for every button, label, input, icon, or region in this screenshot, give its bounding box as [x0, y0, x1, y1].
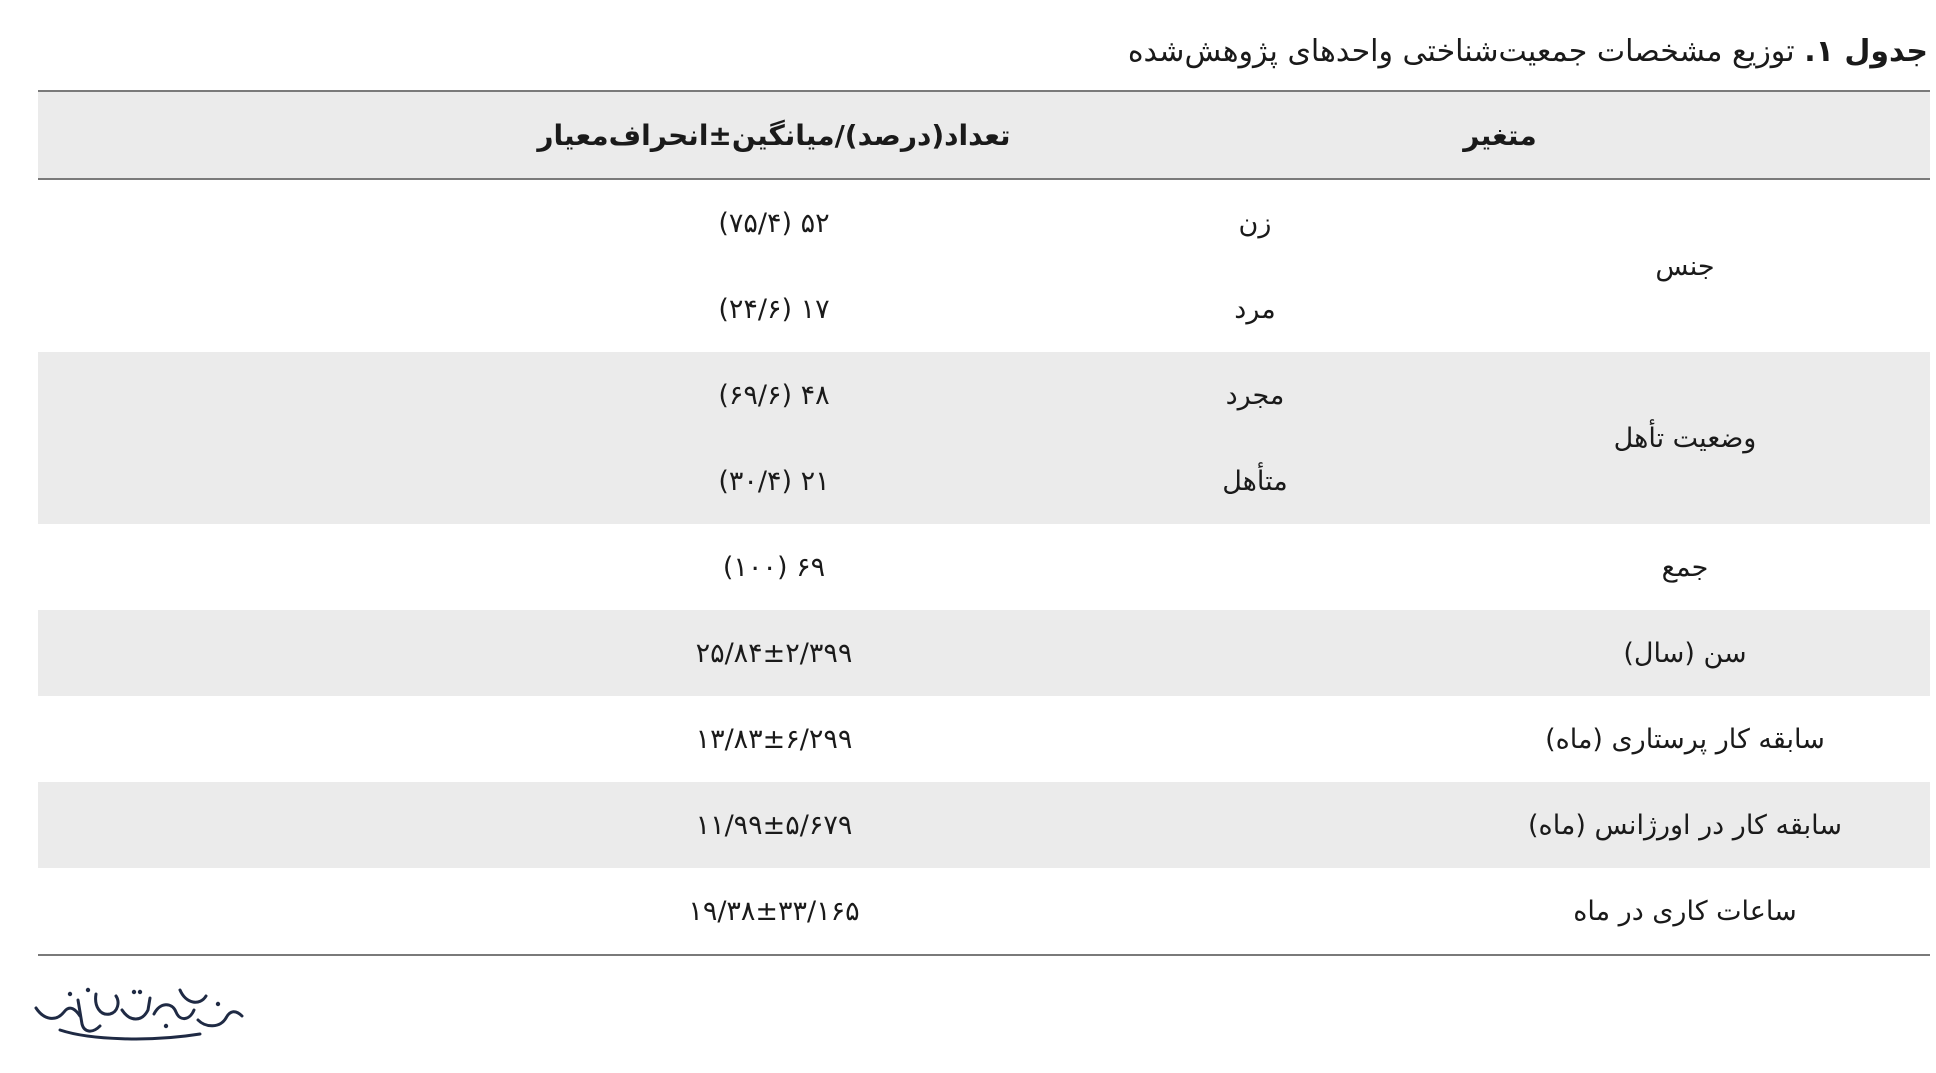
- sub-label: مرد: [1234, 293, 1276, 325]
- demographics-table-container: [38, 90, 1930, 956]
- value-cell: [38, 352, 1070, 438]
- sub-label: مجرد: [1070, 352, 1440, 438]
- table-row: [38, 782, 1930, 868]
- value-cell: [38, 868, 1070, 955]
- value-text: ۲۱ (۳۰/۴): [718, 465, 830, 497]
- value-cell: [38, 438, 1070, 524]
- value-cell: [38, 179, 1070, 266]
- table-row: [38, 352, 1930, 438]
- group-label: وضعیت تأهل: [1440, 352, 1930, 524]
- caption-label: جدول ۱.: [1804, 34, 1928, 69]
- row-label: سابقه کار پرستاری (ماه): [1545, 723, 1825, 755]
- group-label: جنس: [1655, 250, 1715, 282]
- table-row: [38, 179, 1930, 266]
- value-text: ۱۹/۳۸±۳۳/۱۶۵: [688, 895, 860, 927]
- table-row: [38, 524, 1930, 610]
- value-cell: [38, 782, 1070, 868]
- value-cell: [38, 524, 1070, 610]
- journal-logo-calligraphy: [30, 980, 250, 1050]
- value-text: ۱۱/۹۹±۵/۶۷۹: [695, 809, 853, 841]
- journal-logo: [30, 980, 250, 1050]
- row-label: جمع: [1661, 551, 1709, 583]
- row-label: سن (سال): [1440, 610, 1930, 696]
- value-text: ۱۷ (۲۴/۶): [718, 293, 830, 325]
- demographics-table: [38, 90, 1930, 956]
- value-text: ۵۲ (۷۵/۴): [718, 207, 830, 239]
- table-row: [38, 696, 1930, 782]
- header-value-text: تعداد(درصد)/میانگین±انحراف‌معیار: [537, 118, 1011, 152]
- value-text: ۶۹ (۱۰۰): [722, 551, 826, 583]
- value-cell: [38, 266, 1070, 352]
- sub-label: زن: [1238, 207, 1272, 239]
- table-header-row: [38, 91, 1930, 179]
- value-text: ۱۳/۸۳±۶/۲۹۹: [695, 723, 853, 755]
- header-value: [38, 91, 1070, 179]
- value-cell: [38, 610, 1070, 696]
- value-text: ۲۵/۸۴±۲/۳۹۹: [695, 637, 853, 669]
- value-text: ۴۸ (۶۹/۶): [718, 379, 830, 411]
- table-row: [38, 610, 1930, 696]
- row-label: سابقه کار در اورژانس (ماه): [1440, 782, 1930, 868]
- table-caption: [40, 30, 1928, 74]
- header-variable: متغیر: [1463, 118, 1537, 152]
- table-row: [38, 868, 1930, 955]
- sub-label: متأهل: [1070, 438, 1440, 524]
- value-cell: [38, 696, 1070, 782]
- caption-text: توزیع مشخصات جمعیت‌شناختی واحدهای پژوهش‌شده: [1127, 34, 1795, 69]
- row-label: ساعات کاری در ماه: [1573, 895, 1797, 927]
